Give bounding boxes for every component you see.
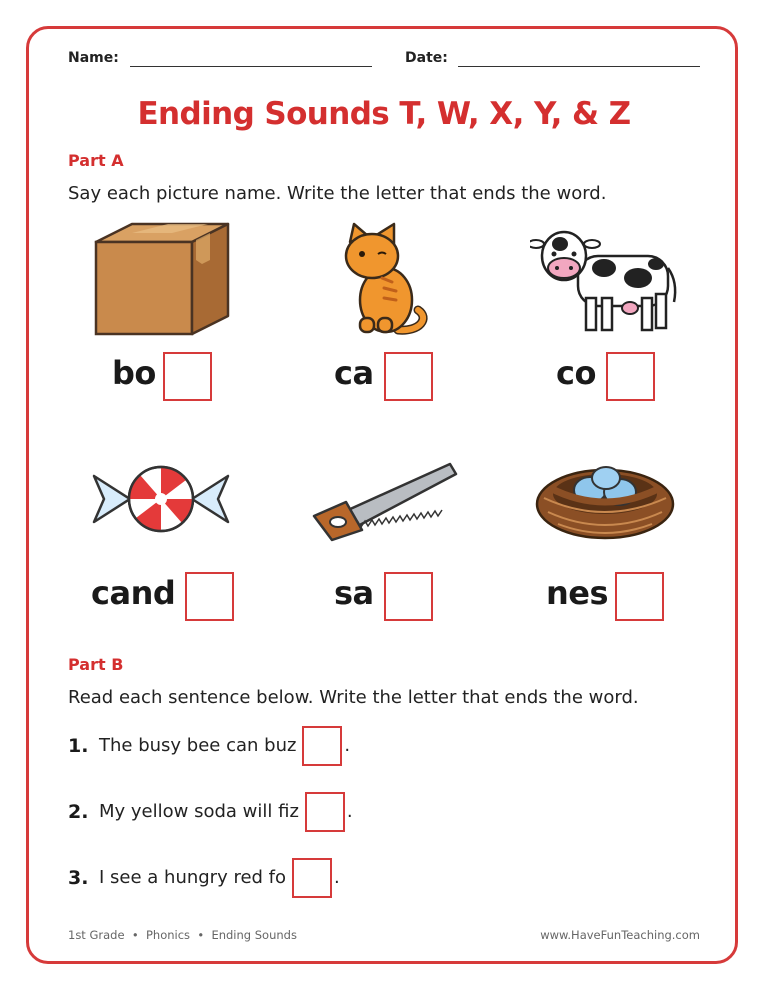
sentence-answer-box-2[interactable] (305, 792, 345, 832)
word-item-6: nes (546, 574, 609, 612)
part-b-label: Part B (68, 655, 124, 674)
word-item-5: sa (334, 574, 374, 612)
part-a-instruction: Say each picture name. Write the letter that ends the word. (68, 183, 607, 204)
word-item-4: cand (91, 574, 176, 612)
sentence-text-3: I see a hungry red fo (99, 867, 287, 888)
part-a-label: Part A (68, 151, 124, 170)
bullet-icon: • (128, 928, 143, 942)
part-b-instruction: Read each sentence below. Write the letter that ends the word. (68, 687, 639, 708)
sentence-1 (99, 726, 350, 766)
footer-subject: Phonics (145, 928, 191, 942)
answer-box-2[interactable] (384, 352, 433, 401)
word-item-1: bo (112, 354, 156, 392)
sentence-number-2: 2. (68, 801, 89, 823)
bullet-icon: • (193, 928, 208, 942)
date-label: Date: (405, 50, 448, 66)
sentence-number-1: 1. (68, 735, 89, 757)
sentence-text-1: The busy bee can buz (99, 735, 297, 756)
footer-site[interactable]: www.HaveFunTeaching.com (540, 928, 700, 942)
cat-icon (338, 222, 430, 336)
name-field[interactable] (130, 66, 372, 67)
sentence-2 (99, 792, 353, 832)
answer-box-3[interactable] (606, 352, 655, 401)
name-label: Name: (68, 50, 119, 66)
word-item-2: ca (334, 354, 374, 392)
sentence-number-3: 3. (68, 867, 89, 889)
sentence-end-1: . (344, 735, 351, 756)
sentence-text-2: My yellow soda will fiz (99, 801, 299, 822)
answer-box-4[interactable] (185, 572, 234, 621)
box-icon (92, 220, 232, 338)
candy-icon (90, 462, 232, 536)
nest-icon (534, 458, 676, 542)
sentence-3 (99, 858, 340, 898)
date-field[interactable] (458, 66, 700, 67)
sentence-answer-box-1[interactable] (302, 726, 342, 766)
word-item-3: co (556, 354, 596, 392)
worksheet-title: Ending Sounds T, W, X, Y, & Z (137, 96, 631, 132)
footer-topic: Ending Sounds (211, 928, 297, 942)
footer-grade: 1st Grade (68, 928, 125, 942)
saw-icon (310, 458, 458, 542)
sentence-end-3: . (334, 867, 340, 888)
answer-box-1[interactable] (163, 352, 212, 401)
cow-icon (530, 228, 680, 334)
sentence-end-2: . (346, 801, 353, 822)
answer-box-6[interactable] (615, 572, 664, 621)
answer-box-5[interactable] (384, 572, 433, 621)
sentence-answer-box-3[interactable] (292, 858, 332, 898)
footer-tags (68, 928, 297, 942)
